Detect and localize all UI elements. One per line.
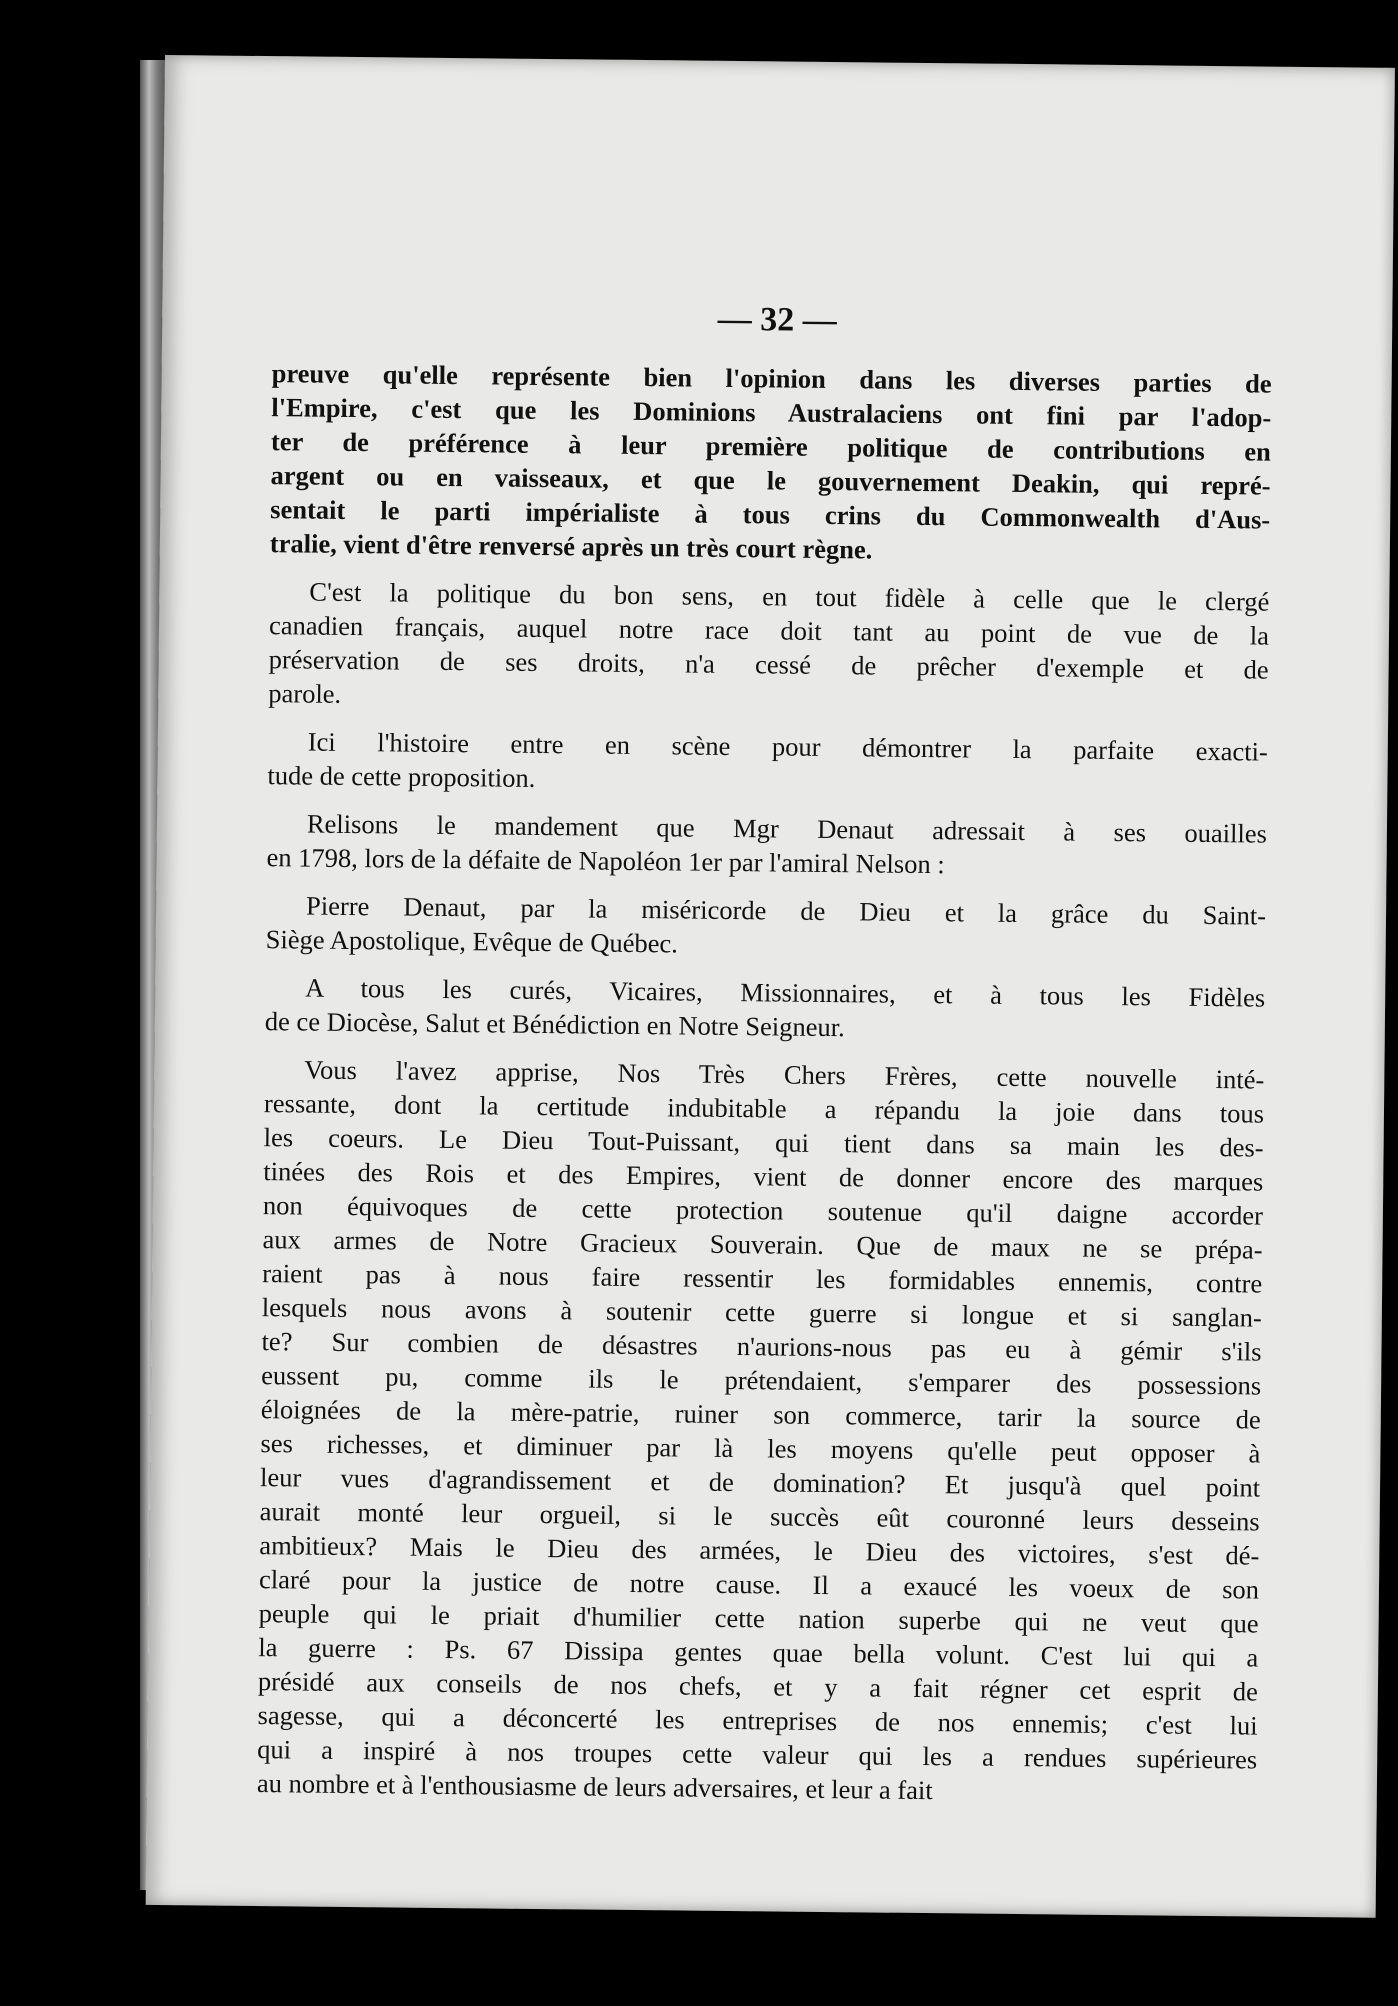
text-line: C'est la politique du bon sens, en tout fidèle à celle que le clergé bbox=[309, 576, 1270, 617]
book-page bbox=[146, 55, 1395, 1918]
text-line: ter de préférence à leur première politique de contributions en bbox=[270, 426, 1272, 467]
paragraph bbox=[266, 888, 1267, 966]
text-line: au nombre et à l'enthousiasme de leurs adversaires, et leur a fait bbox=[256, 1768, 933, 1806]
page-number: — 32 — bbox=[717, 300, 837, 340]
text-line: eussent pu, comme ils le prétendaient, s'emparer des possessions bbox=[261, 1360, 1262, 1401]
text-line: éloignées de la mère-patrie, ruiner son commerce, tarir la source de bbox=[260, 1394, 1261, 1435]
text-line: sagesse, qui a déconcerté les entreprises de nos ennemis; c'est lui bbox=[257, 1700, 1258, 1741]
text-line: les coeurs. Le Dieu Tout-Puissant, qui tient dans sa main les des- bbox=[263, 1122, 1264, 1163]
text-line: la guerre : Ps. 67 Dissipa gentes quae bella volunt. C'est lui qui a bbox=[258, 1632, 1259, 1673]
text-line: non équivoques de cette protection soutenue qu'il daigne accorder bbox=[262, 1190, 1264, 1231]
text-line: ambitieux? Mais le Dieu des armées, le Dieu des victoires, s'est dé- bbox=[259, 1530, 1260, 1571]
text-line: tralie, vient d'être renversé après un très court règne. bbox=[269, 528, 873, 565]
text-line: peuple qui le priait d'humilier cette nation superbe qui ne veut que bbox=[258, 1598, 1259, 1639]
text-line: l'Empire, c'est que les Dominions Australaciens ont fini par l'adop- bbox=[271, 392, 1272, 433]
text-line: ses richesses, et diminuer par là les moyens qu'elle peut opposer à bbox=[260, 1428, 1261, 1469]
paragraph bbox=[265, 970, 1266, 1048]
text-line: Vous l'avez apprise, Nos Très Chers Frères, cette nouvelle inté- bbox=[304, 1054, 1265, 1095]
paragraph bbox=[270, 356, 1272, 570]
text-line: qui a inspiré à nos troupes cette valeur qui les a rendues supérieures bbox=[257, 1734, 1258, 1775]
text-line: tude de cette proposition. bbox=[267, 760, 536, 793]
text-line: Ici l'histoire entre en scène pour démontrer la parfaite exacti- bbox=[307, 726, 1268, 767]
text-line: raient pas à nous faire ressentir les formidables ennemis, contre bbox=[262, 1258, 1263, 1299]
paragraph bbox=[257, 1052, 1265, 1810]
text-line: leur vues d'agrandissement et de domination? Et jusqu'à quel point bbox=[259, 1462, 1261, 1503]
text-line: Relisons le mandement que Mgr Denaut adressait à ses ouailles bbox=[306, 808, 1268, 849]
text-line: aux armes de Notre Gracieux Souverain. Que de maux ne se prépa- bbox=[262, 1224, 1263, 1265]
text-line: parole. bbox=[268, 678, 342, 709]
text-line: te? Sur combien de désastres n'aurions-nous pas eu à gémir s'ils bbox=[261, 1326, 1262, 1367]
text-line: tinées des Rois et des Empires, vient de donner encore des marques bbox=[263, 1156, 1264, 1197]
paragraph bbox=[268, 574, 1269, 720]
text-line: claré pour la justice de notre cause. Il a exaucé les voeux de son bbox=[258, 1564, 1260, 1605]
text-line: Siège Apostolique, Evêque de Québec. bbox=[265, 924, 678, 959]
page-text-block bbox=[257, 356, 1272, 1824]
paragraph bbox=[267, 724, 1268, 802]
text-line: préservation de ses droits, n'a cessé de prêcher d'exemple et de bbox=[268, 644, 1269, 685]
text-line: canadien français, auquel notre race doit tant au point de vue de la bbox=[268, 610, 1270, 651]
text-line: A tous les curés, Vicaires, Missionnaires, et à tous les Fidèles bbox=[305, 972, 1266, 1013]
paragraph bbox=[266, 806, 1267, 884]
text-line: preuve qu'elle représente bien l'opinion dans les diverses parties de bbox=[271, 358, 1272, 399]
text-line: argent ou en vaisseaux, et que le gouvernement Deakin, qui repré- bbox=[270, 460, 1271, 501]
text-line: aurait monté leur orgueil, si le succès eût couronné leurs desseins bbox=[259, 1496, 1260, 1537]
text-line: lesquels nous avons à soutenir cette guerre si longue et si sanglan- bbox=[261, 1292, 1262, 1333]
text-line: présidé aux conseils de nos chefs, et y a fait régner cet esprit de bbox=[257, 1666, 1259, 1707]
text-line: en 1798, lors de la défaite de Napoléon 1er par l'amiral Nelson : bbox=[266, 842, 945, 880]
text-line: de ce Diocèse, Salut et Bénédiction en Notre Seigneur. bbox=[264, 1006, 845, 1043]
text-line: Pierre Denaut, par la miséricorde de Dieu et la grâce du Saint- bbox=[305, 890, 1267, 931]
text-line: sentait le parti impérialiste à tous crins du Commonwealth d'Aus- bbox=[270, 494, 1271, 535]
text-line: ressante, dont la certitude indubitable a répandu la joie dans tous bbox=[263, 1088, 1265, 1129]
